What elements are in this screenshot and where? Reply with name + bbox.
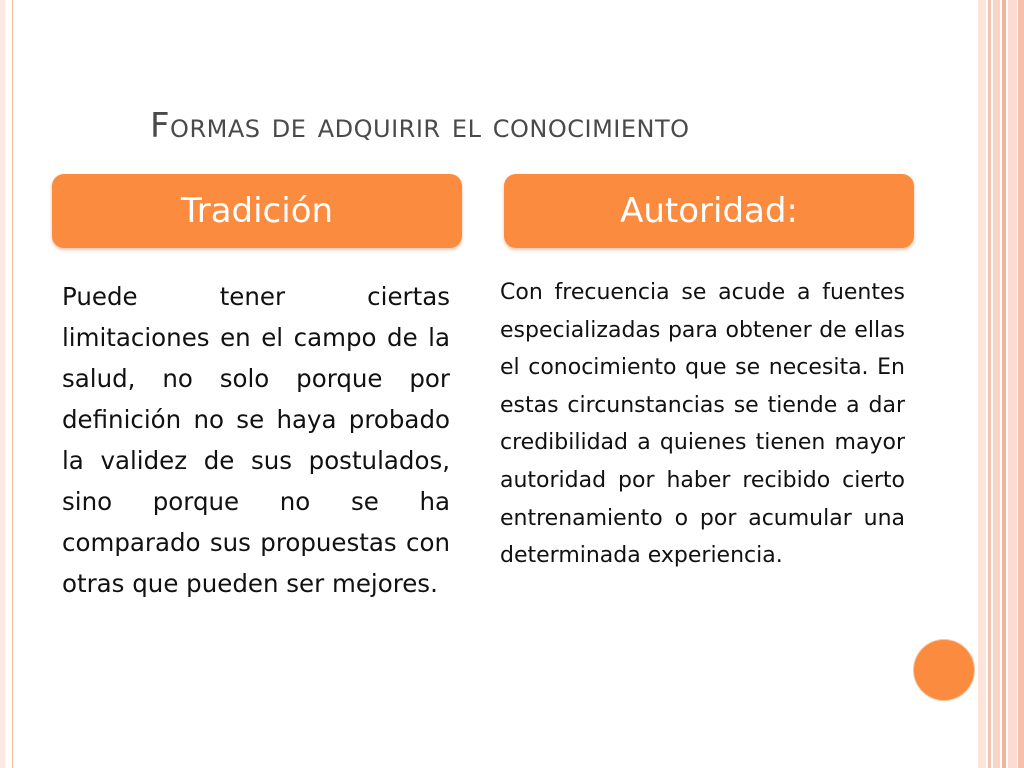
autoridad-description: Con frecuencia se acude a fuentes especializadas para obtener de ellas el conocimiento que se necesita. En estas circunstancias se tiende a dar credibilidad a quienes tienen mayor autoridad por haber recibido cierto entrenamiento o por acumular una determinada experiencia. — [500, 280, 905, 569]
heading-tradicion-label: Tradición — [180, 191, 334, 231]
right-stripe-1 — [978, 0, 986, 768]
right-stripe-5 — [1008, 0, 1017, 768]
heading-autoridad-label: Autoridad: — [620, 191, 798, 231]
right-stripe-3 — [993, 0, 1000, 768]
left-frame-line — [12, 0, 13, 768]
slide-title: Formas de adquirir el conocimiento — [150, 106, 690, 146]
right-stripe-6 — [1018, 0, 1024, 768]
right-stripe-4 — [1002, 0, 1006, 768]
heading-tradicion — [52, 174, 462, 248]
decorative-circle — [914, 640, 974, 700]
tradicion-description: Puede tener ciertas limitaciones en el campo de la salud, no solo porque por definición no se haya probado la validez de sus postulados, sino porque no se ha comparado sus propuestas con otras que pueden ser mejores. — [62, 282, 450, 598]
left-frame-band — [0, 0, 5, 768]
heading-autoridad — [504, 174, 914, 248]
right-stripe-2 — [988, 0, 991, 768]
